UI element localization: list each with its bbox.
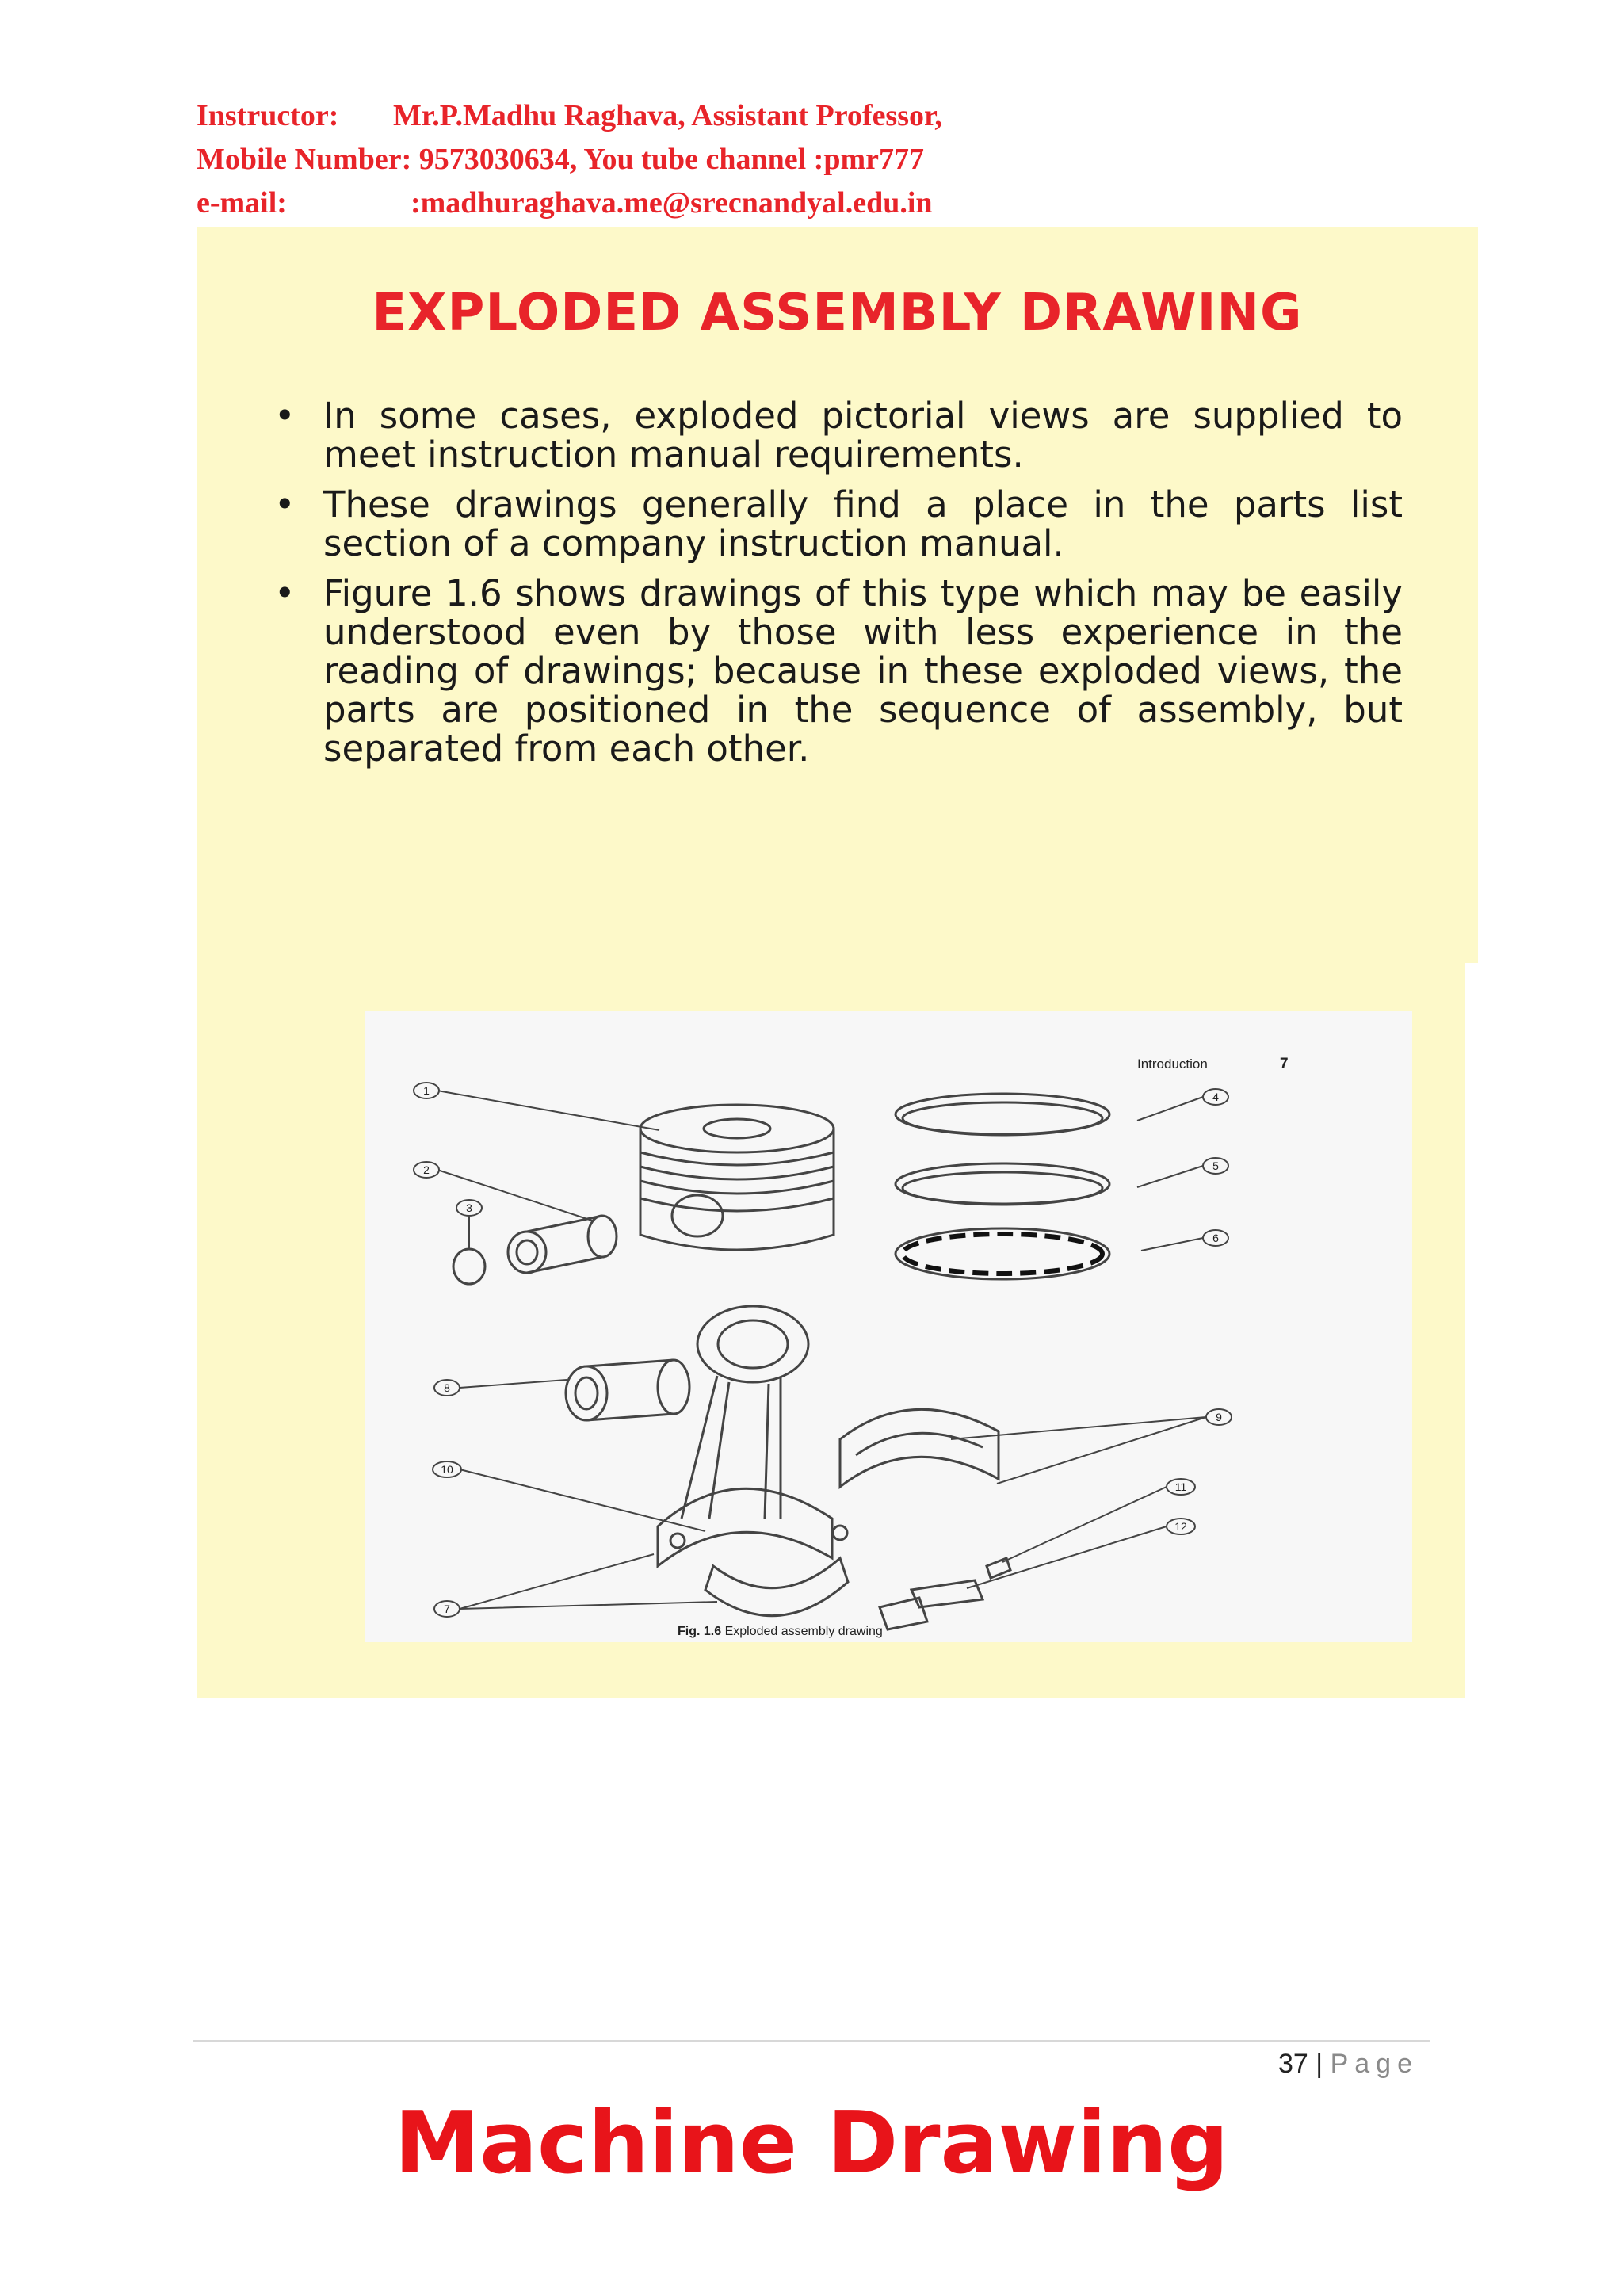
page-label: Page bbox=[1330, 2049, 1419, 2079]
page-separator: | bbox=[1316, 2049, 1323, 2079]
svg-text:5: 5 bbox=[1212, 1159, 1219, 1172]
exploded-assembly-figure bbox=[365, 1011, 1412, 1642]
svg-text:2: 2 bbox=[423, 1163, 430, 1176]
instructor-value: Mr.P.Madhu Raghava, Assistant Professor, bbox=[393, 99, 942, 132]
page-number bbox=[1278, 2049, 1419, 2080]
part-balloon-8 bbox=[434, 1380, 460, 1396]
bullet-text: These drawings generally find a place in the parts list section of a company instruction manual. bbox=[323, 483, 1403, 564]
email-value: :madhuraghava.me@srecnandyal.edu.in bbox=[411, 186, 933, 220]
part-balloon-5 bbox=[1203, 1158, 1228, 1174]
svg-text:3: 3 bbox=[466, 1201, 472, 1214]
big-end-bearing-shells bbox=[840, 1409, 1010, 1629]
bullet-dot: • bbox=[274, 395, 296, 437]
bullet-text: In some cases, exploded pictorial views are supplied to meet instruction manual requirements. bbox=[323, 395, 1403, 476]
instructor-line bbox=[197, 98, 942, 133]
piston-drawing bbox=[640, 1105, 834, 1250]
part-balloon-12 bbox=[1167, 1519, 1195, 1534]
part-balloon-2 bbox=[414, 1162, 439, 1178]
part-balloon-9 bbox=[1206, 1409, 1232, 1425]
bullet-item bbox=[269, 485, 1403, 563]
footer-title: Machine Drawing bbox=[394, 2094, 1229, 2193]
figure-caption-prefix: Fig. 1.6 bbox=[678, 1625, 722, 1638]
part-balloon-7 bbox=[434, 1601, 460, 1617]
gudgeon-pin bbox=[453, 1216, 617, 1284]
email-label: e-mail: bbox=[197, 186, 287, 220]
bullet-text: Figure 1.6 shows drawings of this type which may be easily understood even by those with less experience in the reading of drawings; because in these exploded views, the parts are positioned in the sequence of assembly, but separated from each other. bbox=[323, 572, 1403, 770]
part-balloon-4 bbox=[1203, 1089, 1228, 1105]
svg-text:8: 8 bbox=[444, 1381, 450, 1394]
svg-text:4: 4 bbox=[1212, 1091, 1219, 1103]
slide-title: EXPLODED ASSEMBLY DRAWING bbox=[372, 284, 1303, 342]
svg-text:7: 7 bbox=[444, 1603, 450, 1615]
svg-text:11: 11 bbox=[1174, 1480, 1187, 1493]
mobile-line: Mobile Number: 9573030634, You tube channel :pmr777 bbox=[197, 143, 924, 176]
small-end-bush bbox=[566, 1360, 689, 1420]
leader-lines bbox=[437, 1091, 1206, 1609]
svg-text:9: 9 bbox=[1216, 1411, 1222, 1423]
svg-text:6: 6 bbox=[1212, 1232, 1219, 1244]
bullet-item bbox=[269, 574, 1403, 768]
part-balloon-1 bbox=[414, 1083, 439, 1098]
instructor-label: Instructor: bbox=[197, 99, 339, 132]
bullet-dot: • bbox=[274, 572, 296, 614]
page-number-value: 37 bbox=[1278, 2049, 1308, 2079]
part-balloon-6 bbox=[1203, 1230, 1228, 1246]
figure-header-page: 7 bbox=[1280, 1056, 1289, 1072]
figure-caption-text: Exploded assembly drawing bbox=[724, 1625, 883, 1638]
figure-caption bbox=[678, 1625, 883, 1638]
email-line bbox=[197, 185, 933, 220]
piston-rings bbox=[896, 1094, 1109, 1279]
footer-divider bbox=[193, 2040, 1430, 2042]
part-balloon-10 bbox=[433, 1461, 461, 1477]
svg-text:12: 12 bbox=[1174, 1520, 1187, 1533]
figure-header-label: Introduction bbox=[1137, 1056, 1208, 1072]
part-balloon-11 bbox=[1167, 1479, 1195, 1495]
part-number-balloons bbox=[414, 1083, 1232, 1617]
part-balloon-3 bbox=[456, 1200, 482, 1216]
svg-text:1: 1 bbox=[423, 1084, 430, 1097]
bullet-dot: • bbox=[274, 483, 296, 525]
connecting-rod bbox=[658, 1306, 848, 1616]
exploded-drawing-svg bbox=[365, 1011, 1412, 1642]
bullet-item bbox=[269, 396, 1403, 474]
svg-text:10: 10 bbox=[441, 1463, 453, 1476]
bullet-list bbox=[269, 396, 1403, 779]
